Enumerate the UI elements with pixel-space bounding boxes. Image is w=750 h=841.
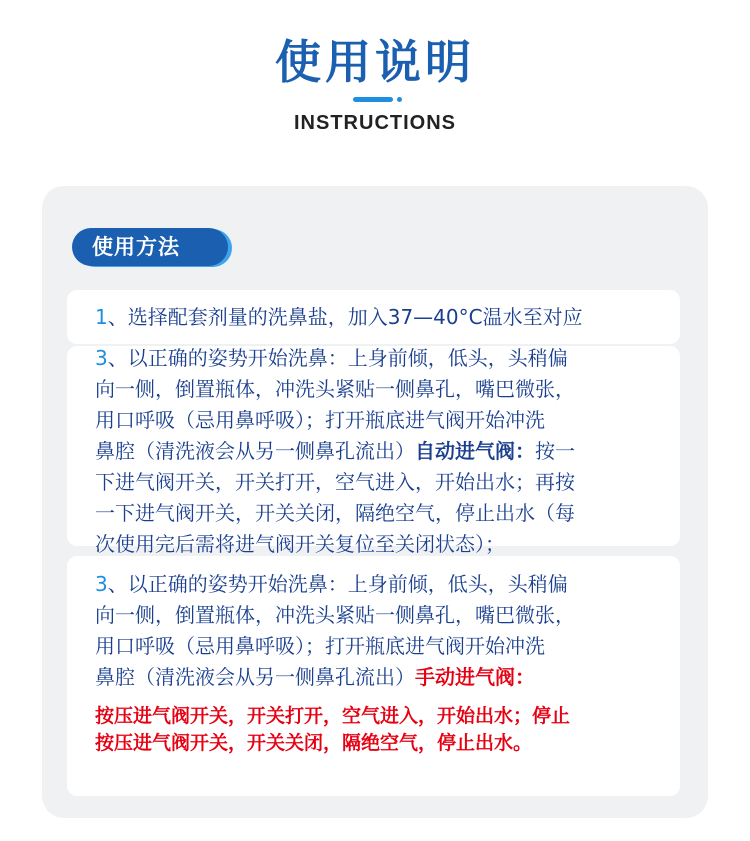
step-3-auto-line xyxy=(95,436,665,467)
step-3-auto-line: 次使用完后需将进气阀开关复位至关闭状态）； xyxy=(95,532,505,556)
auto-valve-label: 自动进气阀： xyxy=(415,439,535,463)
step-number: 3 xyxy=(95,346,108,370)
step-text: 鼻腔（清洗液会从另一侧鼻孔流出） xyxy=(95,665,415,689)
step-text: 、以正确的姿势开始洗鼻：上身前倾，低头，头稍偏 xyxy=(107,346,568,370)
section-tag: 使用方法 xyxy=(72,228,228,266)
step-text: 、选择配套剂量的洗鼻盐，加入37—40°C温水至对应 xyxy=(107,305,583,329)
header xyxy=(0,0,750,150)
manual-valve-instruction: 按压进气阀开关，开关打开，空气进入，开始出水；停止 xyxy=(95,705,571,727)
step-1-line xyxy=(95,302,665,333)
page-subtitle: INSTRUCTIONS xyxy=(294,112,456,134)
step-3-auto-line: 用口呼吸（忌用鼻呼吸）；打开瓶底进气阀开始冲洗 xyxy=(95,408,545,432)
step-3-manual-line: 向一侧，倒置瓶体，冲洗头紧贴一侧鼻孔，嘴巴微张， xyxy=(95,603,575,627)
step-number: 1 xyxy=(95,305,108,329)
manual-valve-instruction: 按压进气阀开关，开关关闭，隔绝空气，停止出水。 xyxy=(95,732,533,754)
step-text: 按一 xyxy=(535,439,575,463)
step-3-auto-line xyxy=(95,343,665,374)
step-3-manual-line xyxy=(95,569,665,600)
manual-valve-label: 手动进气阀： xyxy=(415,665,535,689)
step-text: 、以正确的姿势开始洗鼻：上身前倾，低头，头稍偏 xyxy=(107,572,568,596)
step-3-auto-line: 下进气阀开关，开关打开，空气进入，开始出水；再按 xyxy=(95,470,575,494)
title-underline-dot xyxy=(397,97,402,102)
step-3-auto-line: 向一侧，倒置瓶体，冲洗头紧贴一侧鼻孔，嘴巴微张， xyxy=(95,377,575,401)
step-text: 鼻腔（清洗液会从另一侧鼻孔流出） xyxy=(95,439,415,463)
page-title: 使用说明 xyxy=(275,35,475,89)
step-number: 3 xyxy=(95,572,108,596)
step-3-manual-line xyxy=(95,662,665,693)
title-underline xyxy=(353,97,393,102)
step-3-manual-line: 用口呼吸（忌用鼻呼吸）；打开瓶底进气阀开始冲洗 xyxy=(95,634,545,658)
step-3-auto-line: 一下进气阀开关，开关关闭，隔绝空气，停止出水（每 xyxy=(95,501,575,525)
